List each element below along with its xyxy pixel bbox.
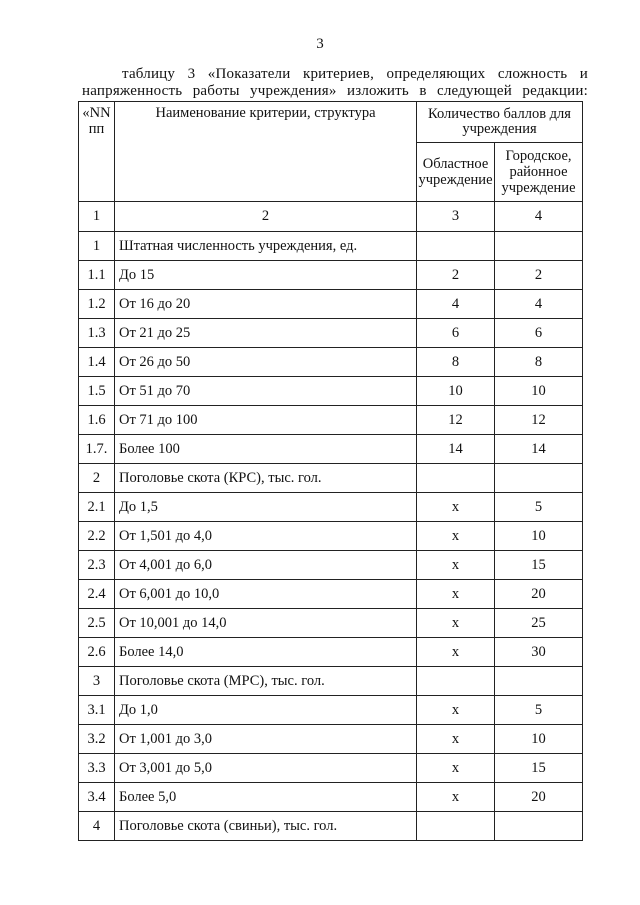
table-row (79, 725, 583, 754)
table-row (79, 638, 583, 667)
row-number: 2.3 (79, 551, 115, 580)
row-number: 3.4 (79, 783, 115, 812)
row-city-points: 25 (495, 609, 583, 638)
row-name: От 16 до 20 (115, 290, 417, 319)
intro-paragraph: таблицу 3 «Показатели критериев, определяющих сложность и напряженность работы учреждения» изложить в следующей редакции: (82, 66, 588, 99)
row-number: 2.1 (79, 493, 115, 522)
row-number: 1.4 (79, 348, 115, 377)
table-row (79, 290, 583, 319)
table-row (79, 406, 583, 435)
row-regional-points: х (417, 783, 495, 812)
row-number: 2 (79, 464, 115, 493)
table-row (79, 493, 583, 522)
row-number: 1 (79, 232, 115, 261)
row-name: Штатная численность учреждения, ед. (115, 232, 417, 261)
row-city-points: 6 (495, 319, 583, 348)
row-name: От 4,001 до 6,0 (115, 551, 417, 580)
row-number: 3.1 (79, 696, 115, 725)
table-row (79, 232, 583, 261)
row-city-points (495, 667, 583, 696)
row-name: От 21 до 25 (115, 319, 417, 348)
row-city-points: 20 (495, 580, 583, 609)
row-regional-points (417, 812, 495, 841)
table-row (79, 696, 583, 725)
row-city-points: 5 (495, 493, 583, 522)
row-name: От 51 до 70 (115, 377, 417, 406)
row-name: Поголовье скота (МРС), тыс. гол. (115, 667, 417, 696)
table-row (79, 609, 583, 638)
row-regional-points: 14 (417, 435, 495, 464)
row-number: 3.2 (79, 725, 115, 754)
page-number: 3 (316, 36, 324, 52)
criteria-table (78, 101, 583, 841)
row-name: Поголовье скота (свиньи), тыс. гол. (115, 812, 417, 841)
row-city-points: 30 (495, 638, 583, 667)
row-city-points (495, 232, 583, 261)
row-number: 1.6 (79, 406, 115, 435)
table-row (79, 754, 583, 783)
row-name: От 3,001 до 5,0 (115, 754, 417, 783)
row-number: 2.5 (79, 609, 115, 638)
row-number: 2.6 (79, 638, 115, 667)
table-row (79, 783, 583, 812)
table-row (79, 551, 583, 580)
row-name: От 26 до 50 (115, 348, 417, 377)
row-city-points: 15 (495, 754, 583, 783)
row-name: От 71 до 100 (115, 406, 417, 435)
table-row (79, 261, 583, 290)
row-regional-points: 12 (417, 406, 495, 435)
row-name: Поголовье скота (КРС), тыс. гол. (115, 464, 417, 493)
row-name: От 10,001 до 14,0 (115, 609, 417, 638)
row-city-points: 12 (495, 406, 583, 435)
table-row (79, 435, 583, 464)
row-regional-points: х (417, 551, 495, 580)
row-regional-points (417, 232, 495, 261)
row-city-points: 8 (495, 348, 583, 377)
row-regional-points: х (417, 522, 495, 551)
table-row (79, 580, 583, 609)
row-name: От 1,501 до 4,0 (115, 522, 417, 551)
header-regional: Областное учреждение (417, 143, 495, 202)
column-number-1: 1 (79, 202, 115, 232)
row-regional-points (417, 464, 495, 493)
row-regional-points: х (417, 696, 495, 725)
header-nn: «NN пп (79, 102, 115, 202)
row-regional-points: х (417, 609, 495, 638)
table-row (79, 522, 583, 551)
row-city-points: 10 (495, 522, 583, 551)
row-regional-points: 8 (417, 348, 495, 377)
row-number: 1.5 (79, 377, 115, 406)
row-number: 3 (79, 667, 115, 696)
header-points: Количество баллов для учреждения (417, 102, 583, 143)
table-row (79, 319, 583, 348)
row-regional-points: х (417, 493, 495, 522)
row-number: 1.1 (79, 261, 115, 290)
row-city-points: 10 (495, 725, 583, 754)
header-city: Городское, районное учреждение (495, 143, 583, 202)
row-regional-points: х (417, 638, 495, 667)
header-name: Наименование критерии, структура (115, 102, 417, 202)
row-city-points: 4 (495, 290, 583, 319)
row-regional-points: 6 (417, 319, 495, 348)
row-regional-points (417, 667, 495, 696)
column-number-4: 4 (495, 202, 583, 232)
row-regional-points: х (417, 754, 495, 783)
row-city-points: 20 (495, 783, 583, 812)
table-row (79, 377, 583, 406)
row-name: Более 100 (115, 435, 417, 464)
column-number-3: 3 (417, 202, 495, 232)
row-name: До 15 (115, 261, 417, 290)
row-regional-points: х (417, 580, 495, 609)
row-city-points: 5 (495, 696, 583, 725)
row-number: 1.3 (79, 319, 115, 348)
row-city-points (495, 464, 583, 493)
row-number: 1.7. (79, 435, 115, 464)
row-number: 2.2 (79, 522, 115, 551)
row-number: 1.2 (79, 290, 115, 319)
table-row (79, 348, 583, 377)
row-city-points: 14 (495, 435, 583, 464)
row-regional-points: х (417, 725, 495, 754)
row-name: От 6,001 до 10,0 (115, 580, 417, 609)
row-city-points: 2 (495, 261, 583, 290)
row-number: 2.4 (79, 580, 115, 609)
row-name: Более 14,0 (115, 638, 417, 667)
row-regional-points: 2 (417, 261, 495, 290)
table-row (79, 667, 583, 696)
table-row (79, 812, 583, 841)
row-city-points: 15 (495, 551, 583, 580)
row-regional-points: 10 (417, 377, 495, 406)
row-number: 3.3 (79, 754, 115, 783)
row-regional-points: 4 (417, 290, 495, 319)
row-city-points: 10 (495, 377, 583, 406)
row-name: Более 5,0 (115, 783, 417, 812)
row-name: До 1,5 (115, 493, 417, 522)
table-row (79, 464, 583, 493)
column-number-2: 2 (115, 202, 417, 232)
row-city-points (495, 812, 583, 841)
row-name: До 1,0 (115, 696, 417, 725)
row-name: От 1,001 до 3,0 (115, 725, 417, 754)
row-number: 4 (79, 812, 115, 841)
